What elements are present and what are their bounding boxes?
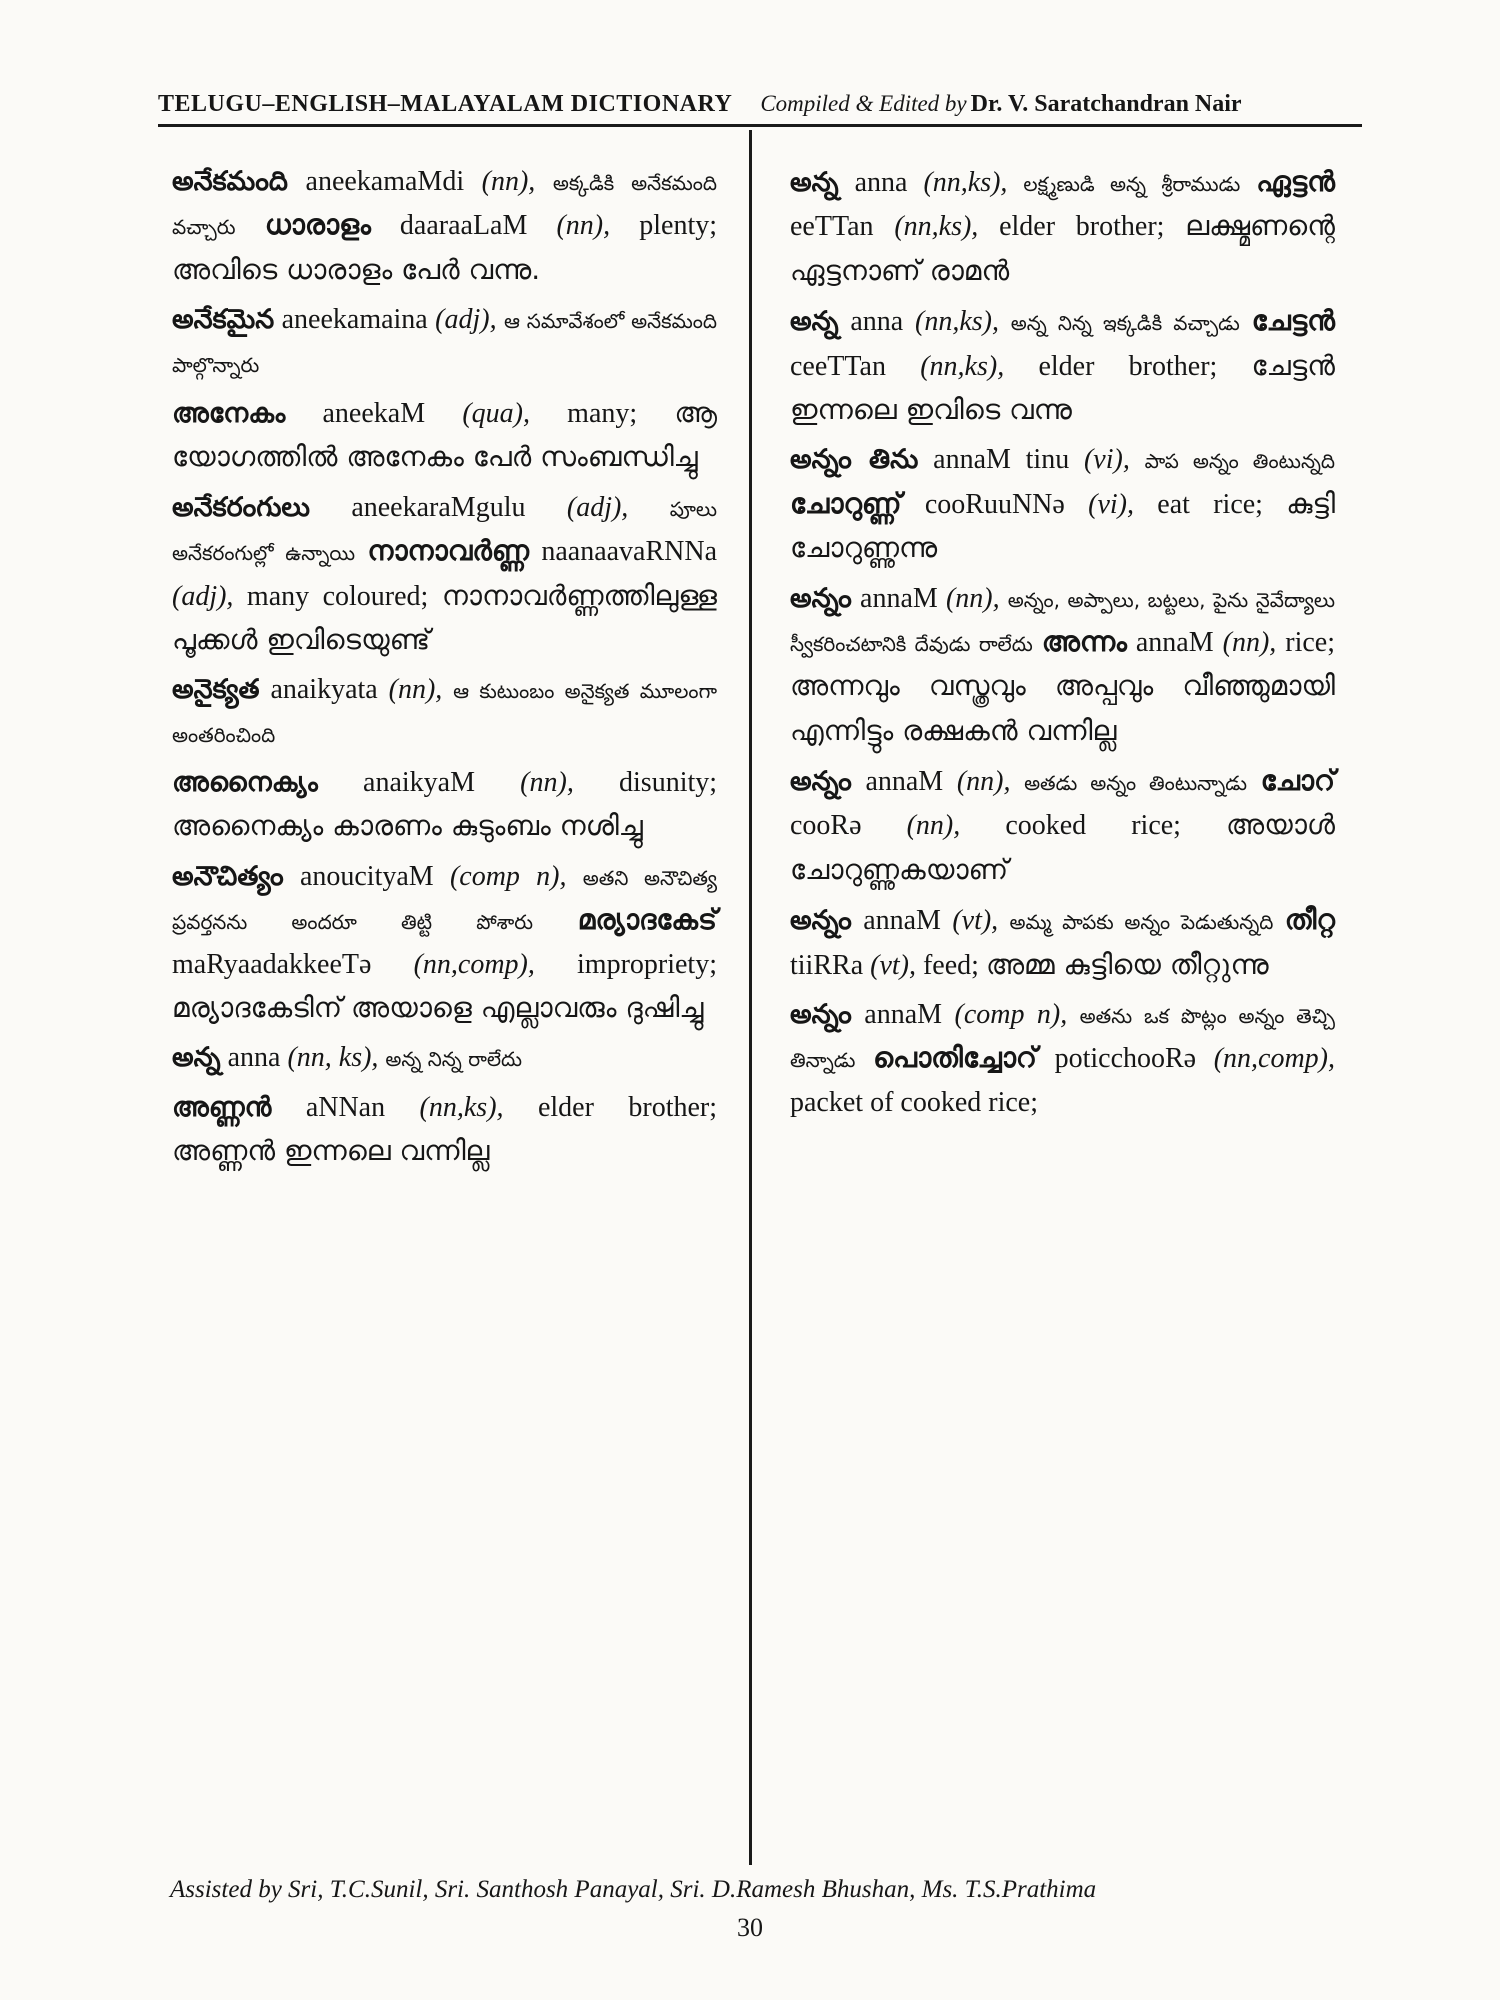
malayalam-headword: പൊതിച്ചോറ് [873,1041,1037,1075]
english-gloss: elder brother; [537,1091,717,1123]
english-gloss: packet of cooked rice; [790,1086,1038,1118]
part-of-speech: (nn,ks), [923,167,1008,198]
part-of-speech: (comp n), [449,860,567,892]
transliteration: anna [854,167,908,198]
right-column [790,160,1335,1130]
editor-name: Dr. V. Saratchandran Nair [970,91,1242,117]
telugu-example: పాప అన్నం తింటున్నది [1144,449,1336,474]
dictionary-entry [172,855,717,1031]
part-of-speech: (nn), [481,166,536,197]
part-of-speech: (qua), [462,397,530,429]
malayalam-part-of-speech: (vi), [1088,488,1134,520]
transliteration: anaikyata [270,674,378,706]
malayalam-headword: ചോറുണ്ണ് [790,486,902,520]
part-of-speech: (vi), [1083,444,1130,476]
malayalam-part-of-speech: (nn,ks), [894,211,979,243]
malayalam-transliteration: cooRə [790,810,862,842]
malayalam-headword: മര്യാദകേട് [577,903,717,937]
transliteration: aneekamaina [281,304,428,336]
malayalam-headword: ഏട്ടൻ [1256,165,1336,198]
header-rule [158,124,1362,127]
transliteration: aneekamaMdi [305,166,465,197]
malayalam-transliteration: cooRuuNNə [924,488,1065,520]
column-divider [749,130,752,1865]
malayalam-example: അന്നവും വസ്ത്രവും അപ്പവും വീഞ്ഞുമായി എന്നിട്ടും രക്ഷകൻ വന്നില്ല [790,669,1335,747]
telugu-example: అతని అనౌచిత్య ప్రవర్తనను అందరూ తిట్టి పోశారు [172,865,718,935]
part-of-speech: (comp n), [954,999,1068,1031]
malayalam-headword: ചേട്ടൻ [1251,304,1336,338]
transliteration: annaM [863,905,941,937]
part-of-speech: (nn), [388,674,443,706]
malayalam-part-of-speech: (nn), [1222,626,1277,658]
headword: అనేకమంది [172,166,288,197]
english-gloss: many coloured; [246,580,429,612]
page-number: 30 [737,1913,763,1942]
headword: അനേകം [172,397,286,429]
headword: అన్నం [790,766,852,798]
transliteration: annaM [860,582,938,614]
telugu-example: లక్ష్మణుడి అన్న శ్రీరాముడు [1023,172,1241,196]
telugu-example: అతడు అన్నం తింటున్నాడు [1024,771,1248,796]
english-gloss: feed; [922,949,979,981]
english-gloss: impropriety; [577,948,717,980]
headword: అనేకమైన [172,304,275,336]
malayalam-example: മര്യാദകേടിന് അയാളെ എല്ലാവരും ദുഷിച്ചു [172,991,704,1025]
transliteration: annaM [865,766,944,798]
malayalam-example: അമ്മ കുട്ടിയെ തീറ്റുന്നു [985,947,1269,981]
malayalam-example: അവിടെ ധാരാളം പേർ വന്നു. [172,252,541,286]
part-of-speech: (nn, ks), [287,1042,379,1074]
malayalam-headword: ചോറ് [1260,764,1336,798]
telugu-example: అన్నం, అప్పాలు, బట్టలు, పైను నైవేద్యాలు స్వీకరించటానికి దేవుడు రాలేదు [790,587,1336,656]
dictionary-entry [172,761,717,849]
malayalam-part-of-speech: (adj), [172,580,234,612]
malayalam-example: ലക്ഷ്മണന്റെ ഏട്ടനാണ് രാമൻ [790,209,1335,287]
headword: అనేకరంగులు [172,491,310,523]
dictionary-entry [790,993,1335,1124]
dictionary-entry [172,1086,717,1174]
malayalam-transliteration: tiiRRa [790,949,864,981]
headword: అన్న [790,306,839,338]
dictionary-entry [790,299,1335,432]
transliteration: aNNan [305,1091,386,1123]
left-column [172,160,717,1180]
english-gloss: many; [567,397,638,429]
malayalam-example: കുട്ടി ചോറുണ്ണുന്നു [790,486,1336,565]
malayalam-example: ആ യോഗത്തിൽ അനേകം പേർ സംബന്ധിച്ചു [172,395,717,474]
malayalam-example: അണ്ണൻ ഇന്നലെ വന്നില്ല [172,1134,490,1168]
telugu-example: పూలు అనేకరంగుల్లో ఉన్నాయి [172,496,717,566]
english-gloss: disunity; [619,767,718,799]
malayalam-headword: നാനാവർണ്ണ [367,534,530,568]
part-of-speech: (nn), [520,767,574,799]
part-of-speech: (adj), [566,491,629,523]
malayalam-part-of-speech: (nn,comp), [413,948,535,980]
transliteration: anaikyaM [363,767,475,799]
malayalam-headword: ധാരാളം [264,208,371,242]
malayalam-example: നാനാവർണ്ണത്തിലുള്ള പൂക്കൾ ഇവിടെയുണ്ട് [172,578,718,656]
telugu-example: అన్న నిన్న ఇక్కడికి వచ్చాడు [1010,311,1240,336]
malayalam-headword: തീറ്റ [1284,903,1336,937]
part-of-speech: (nn,ks), [419,1091,504,1123]
malayalam-transliteration: naanaavaRNNa [541,536,718,568]
english-gloss: cooked rice; [1005,810,1181,842]
part-of-speech: (nn,ks), [915,306,999,338]
dictionary-title: TELUGU–ENGLISH–MALAYALAM DICTIONARY [158,91,733,117]
dictionary-entry [172,160,717,292]
part-of-speech: (nn), [945,582,1000,614]
headword: అన్నం [790,905,852,937]
dictionary-entry [172,668,717,755]
dictionary-entry [790,898,1335,987]
dictionary-entry [790,438,1335,570]
dictionary-entry [172,486,717,663]
malayalam-example: ചേട്ടൻ ഇന്നലെ ഇവിടെ വന്നു [790,348,1335,426]
dictionary-entry [172,298,717,385]
assisted-by-credit: Assisted by Sri, T.C.Sunil, Sri. Santhosh Panayal, Sri. D.Ramesh Bhushan, Ms. T.S.Prathima [170,1876,1097,1903]
malayalam-headword: അന്നം [1041,624,1127,658]
headword: అనౌచిత్యం [172,860,284,892]
transliteration: aneekaM [322,397,426,429]
malayalam-transliteration: ceeTTan [790,350,886,382]
compiled-by-label: Compiled & Edited by [760,91,967,116]
malayalam-transliteration: daaraaLaM [399,210,528,242]
transliteration: anoucityaM [299,860,434,892]
malayalam-part-of-speech: (nn,comp), [1213,1043,1335,1075]
malayalam-part-of-speech: (nn), [906,810,961,842]
dictionary-entry [172,391,717,480]
transliteration: annaM tinu [933,444,1070,476]
headword: అన్నం తిను [790,444,919,476]
malayalam-part-of-speech: (vt), [870,949,916,981]
malayalam-part-of-speech: (nn), [556,210,611,242]
english-gloss: elder brother; [1038,350,1218,382]
malayalam-part-of-speech: (nn,ks), [920,350,1005,382]
headword: అన్న [172,1042,221,1074]
transliteration: anna [227,1042,281,1074]
transliteration: annaM [864,999,943,1031]
telugu-example: ఆ కుటుంబం అనైక్యత మూలంగా అంతరించింది [172,679,717,747]
telugu-example: అక్కడికి అనేకమంది వచ్చారు [172,171,717,240]
dictionary-entry [790,759,1335,892]
malayalam-example: അനൈക്യം കാരണം കുടുംബം നശിച്ചു [172,809,643,843]
transliteration: anna [850,306,904,338]
headword: అనైక్యత [172,674,260,706]
malayalam-transliteration: maRyaadakkeeTə [172,948,372,980]
english-gloss: plenty; [639,210,718,242]
english-gloss: rice; [1285,626,1336,658]
telugu-example: అన్న నిన్న రాలేదు [385,1047,523,1072]
dictionary-entry [172,1036,717,1079]
part-of-speech: (adj), [435,304,497,336]
malayalam-transliteration: poticchooRə [1054,1043,1197,1075]
headword: അണ്ണൻ [172,1091,272,1123]
part-of-speech: (nn), [956,766,1011,798]
page-header [158,72,1358,118]
dictionary-entry [790,577,1335,754]
transliteration: aneekaraMgulu [351,491,526,523]
telugu-example: ఆ సమావేశంలో అనేకమంది పాల్గొన్నారు [172,309,718,377]
malayalam-example: അയാൾ ചോറുണ്ണുകയാണ് [790,808,1336,886]
telugu-example: అతను ఒక పొట్లం అన్నం తెచ్చి తిన్నాడు [790,1004,1336,1073]
english-gloss: eat rice; [1157,488,1263,520]
part-of-speech: (vt), [952,905,999,937]
malayalam-transliteration: annaM [1135,626,1214,658]
dictionary-entry [790,160,1335,293]
headword: అన్నం [790,582,852,614]
english-gloss: elder brother; [999,211,1165,243]
headword: అన్నం [790,999,852,1031]
malayalam-transliteration: eeTTan [790,211,874,243]
headword: അനൈക്യം [172,767,318,799]
telugu-example: అమ్మ పాపకు అన్నం పెడుతున్నది [1009,910,1274,935]
headword: అన్న [790,167,839,198]
